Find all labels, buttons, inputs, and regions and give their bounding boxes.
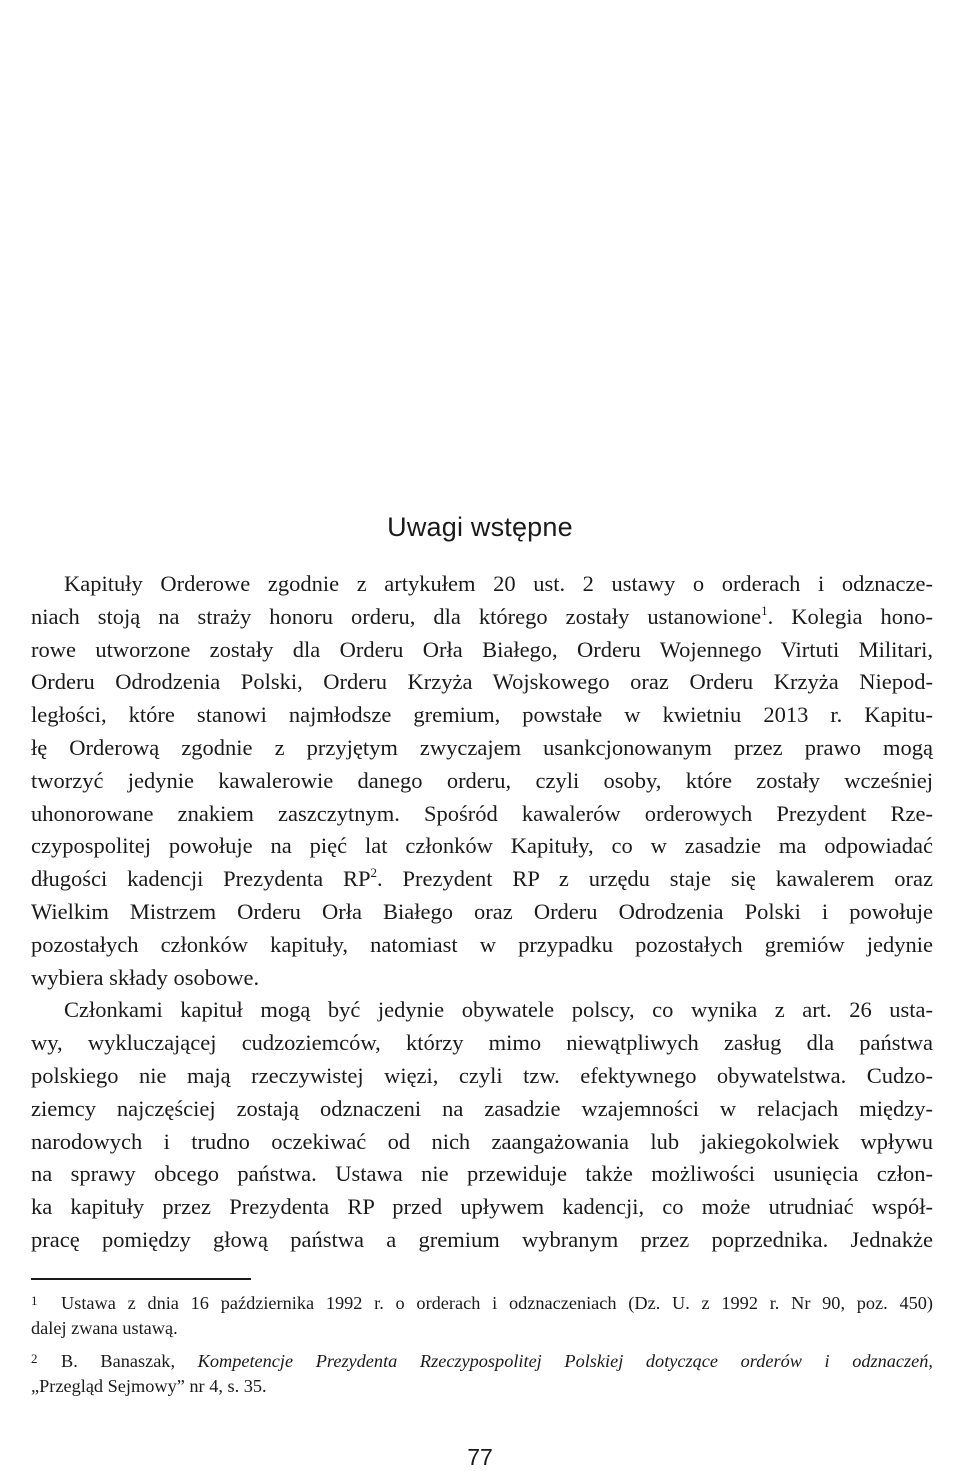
text-line: uhonorowane znakiem zaszczytnym. Spośród kawalerów orderowych Prezydent Rze- bbox=[31, 800, 933, 826]
footnote-1 bbox=[31, 1288, 933, 1341]
text-line: Wielkim Mistrzem Orderu Orła Białego oraz Orderu Odrodzenia Polski i powołuje bbox=[31, 898, 933, 924]
footnote-number: 1 bbox=[31, 1293, 38, 1308]
text-line: polskiego nie mają rzeczywistej więzi, czyli tzw. efektywnego obywatelstwa. Cudzo- bbox=[31, 1062, 933, 1088]
footnote-line: 2 B. Banaszak, Kompetencje Prezydenta Rzeczypospolitej Polskiej dotyczące orderów i odznaczeń, bbox=[31, 1346, 933, 1373]
text-line: na sprawy obcego państwa. Ustawa nie przewiduje także możliwości usunięcia człon- bbox=[31, 1161, 933, 1187]
text-line: ległości, które stanowi najmłodsze gremium, powstałe w kwietniu 2013 r. Kapitu- bbox=[31, 702, 933, 728]
text-line: niach stoją na straży honoru orderu, dla którego zostały ustanowione$^1$. Kolegia hono- bbox=[31, 602, 934, 629]
footnote-ref-1[interactable]: 1 bbox=[761, 602, 768, 618]
footnote-line: „Przegląd Sejmowy” nr 4, s. 35. bbox=[31, 1375, 267, 1396]
text-line: czypospolitej powołuje na pięć lat członków Kapituły, co w zasadzie ma odpowiadać bbox=[31, 833, 933, 859]
text-line: pracę pomiędzy głową państwa a gremium wybranym przez poprzednika. Jednakże bbox=[31, 1226, 933, 1252]
text-line: rowe utworzone zostały dla Orderu Orła Białego, Orderu Wojennego Virtuti Militari, bbox=[31, 636, 933, 662]
footnote-line: dalej zwana ustawą. bbox=[31, 1317, 178, 1338]
paragraph-1 bbox=[31, 568, 933, 994]
footnote-line: 1 Ustawa z dnia 16 października 1992 r. o orderach i odznaczeniach (Dz. U. z 1992 r. Nr 90, poz. 450) bbox=[31, 1288, 933, 1315]
text-line: Członkami kapituł mogą być jedynie obywatele polscy, co wynika z art. 26 usta- bbox=[64, 997, 933, 1023]
paragraph-2 bbox=[31, 994, 933, 1256]
footnote-number: 2 bbox=[31, 1351, 38, 1366]
text-line: wybiera składy osobowe. bbox=[31, 964, 260, 990]
footnote-ref-2[interactable]: 2 bbox=[370, 865, 378, 881]
text-line: Kapituły Orderowe zgodnie z artykułem 20 ust. 2 ustawy o orderach i odznacze- bbox=[64, 571, 933, 596]
text-line: ka kapituły przez Prezydenta RP przed upływem kadencji, co może utrudniać współ- bbox=[31, 1194, 933, 1220]
page-number: 77 bbox=[467, 1444, 493, 1470]
text-line: pozostałych członków kapituły, natomiast w przypadku pozostałych gremiów jedynie bbox=[31, 931, 933, 957]
footnote-2 bbox=[31, 1346, 933, 1399]
text-line: ziemcy najczęściej zostają odznaczeni na zasadzie wzajemności w relacjach między- bbox=[31, 1095, 933, 1121]
text-line: łę Orderową zgodnie z przyjętym zwyczajem usankcjonowanym przez prawo mogą bbox=[31, 734, 933, 760]
text-line: długości kadencji Prezydenta $RP^2$. Prezydent RP z urzędu staje się kawalerem oraz bbox=[31, 865, 933, 892]
body-text bbox=[31, 568, 933, 1257]
footnotes bbox=[31, 1288, 933, 1399]
text-line: wy, wykluczającej cudzoziemców, którzy mimo niewątpliwych zasług dla państwa bbox=[31, 1030, 933, 1056]
footnote-divider bbox=[31, 1278, 251, 1280]
section-title: Uwagi wstępne bbox=[387, 512, 573, 542]
cited-title: Kompetencje Prezydenta Rzeczypospolitej Polskiej dotyczące orderów i odznaczeń, bbox=[197, 1351, 933, 1371]
text-line: Orderu Odrodzenia Polski, Orderu Krzyża Wojskowego oraz Orderu Krzyża Niepod- bbox=[31, 669, 933, 695]
text-line: narodowych i trudno oczekiwać od nich zaangażowania lub jakiegokolwiek wpływu bbox=[31, 1128, 933, 1154]
text-line: tworzyć jedynie kawalerowie danego orderu, czyli osoby, które zostały wcześniej bbox=[31, 767, 933, 793]
